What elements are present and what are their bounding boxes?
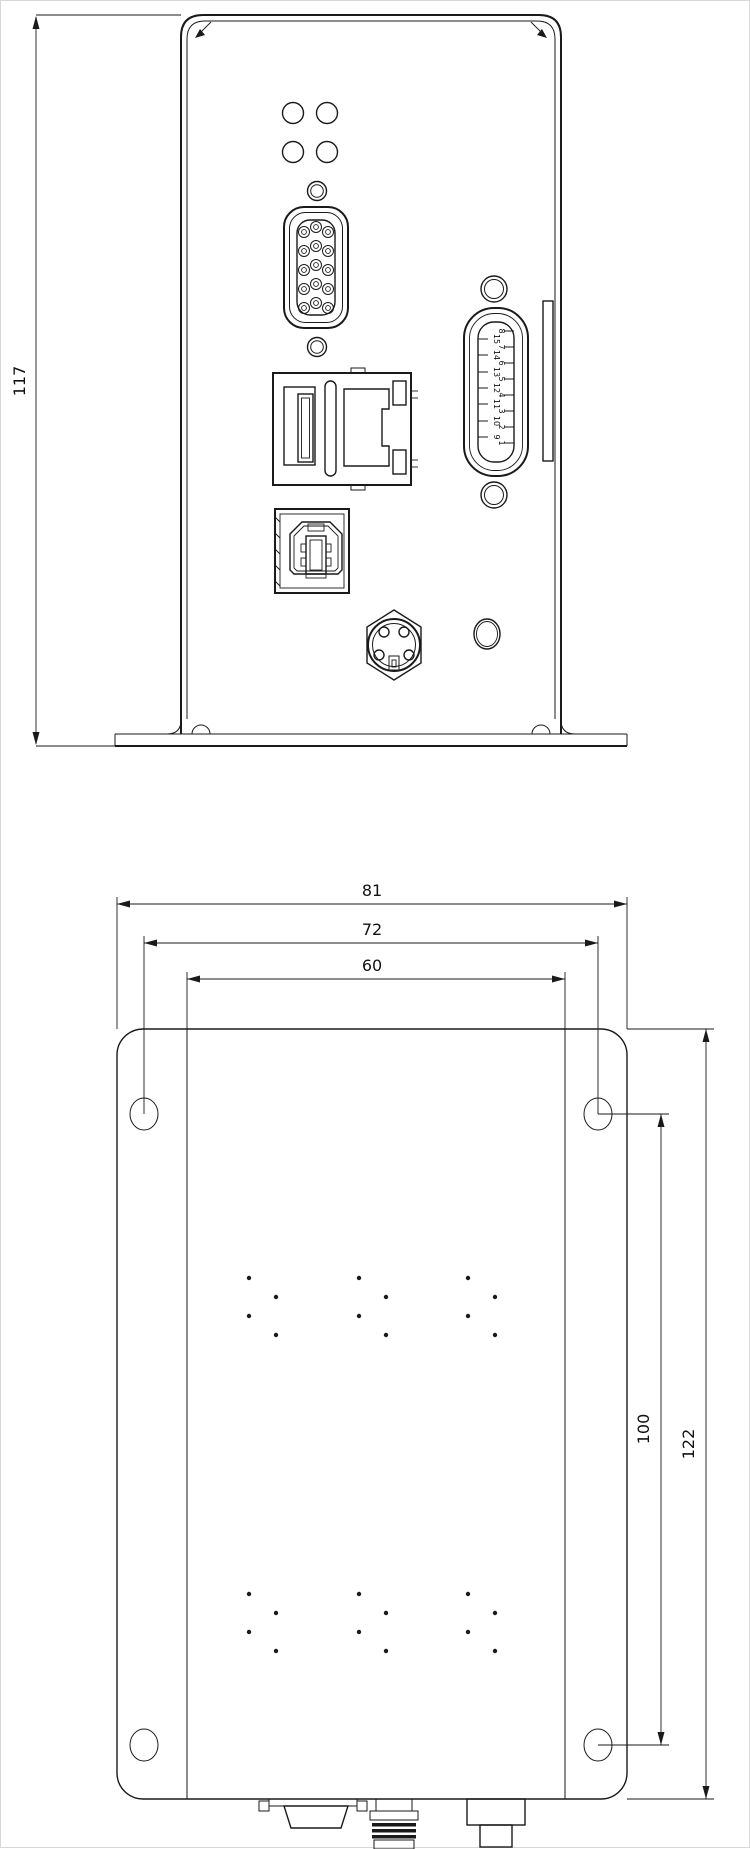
arrowhead-down — [703, 1786, 710, 1799]
power-connector-bottom-profile — [370, 1799, 418, 1849]
usb-b-connector — [275, 509, 349, 593]
usb-b-tongue — [301, 536, 331, 574]
arrowhead-right — [552, 976, 565, 983]
dim-overall-width — [117, 881, 627, 1029]
rj45-led-top — [393, 381, 406, 405]
screw-hole-top — [308, 182, 327, 201]
arrowhead-right — [614, 901, 627, 908]
vga-pins — [299, 222, 334, 314]
dim-label-81: 81 — [361, 881, 383, 900]
arrowhead-left — [117, 901, 130, 908]
pin-label: 15 — [492, 333, 501, 345]
front-panel-outline — [181, 15, 561, 734]
arrowhead-left — [144, 940, 157, 947]
pin-label: 9 — [492, 434, 501, 440]
dim-label-100: 100 — [634, 1413, 653, 1445]
dim-hole-spacing-h — [144, 920, 598, 1114]
pin-label: 10 — [492, 415, 501, 427]
usb-a-port — [284, 387, 315, 465]
pin-label: 11 — [492, 398, 501, 410]
mounting-hole-bottom-left — [130, 1729, 158, 1761]
led-holes — [283, 103, 338, 163]
dim-label-117: 117 — [10, 365, 29, 397]
pin-label: 6 — [497, 360, 506, 366]
vent-holes-upper — [247, 1276, 497, 1337]
dsub-connector-bottom-profile — [467, 1799, 525, 1847]
mounting-holes — [130, 1098, 612, 1761]
pin-label: 3 — [497, 408, 506, 414]
front-view — [10, 15, 627, 746]
arrowhead-left — [187, 976, 200, 983]
dim-hole-spacing-v — [598, 1114, 669, 1745]
dsub-screw-hole-top — [481, 276, 507, 302]
pin-label: 7 — [497, 344, 506, 350]
screw-hole-middle — [308, 338, 327, 357]
arrowhead-right — [585, 940, 598, 947]
rj45-port — [344, 381, 418, 474]
rj45-led-bottom — [393, 450, 406, 474]
foot-slot-right — [532, 725, 550, 734]
dim-label-72: 72 — [361, 920, 383, 939]
dim-label-60: 60 — [361, 956, 383, 975]
pin-label: 8 — [497, 328, 506, 334]
pin-label: 1 — [497, 440, 506, 446]
mounting-plate-outline — [117, 1029, 627, 1799]
din-key-slot — [389, 656, 399, 670]
foot-slot-left — [192, 725, 210, 734]
dim-body-width — [187, 956, 565, 1029]
pin-label: 5 — [497, 376, 506, 382]
dsub15-connector — [464, 276, 528, 508]
pin-label: 4 — [497, 392, 506, 398]
mounting-feet — [115, 720, 627, 746]
power-din-connector — [367, 610, 421, 680]
vga-connector-bottom-profile — [259, 1799, 367, 1828]
arrowhead-up — [703, 1029, 710, 1042]
panel-edge-tab — [543, 301, 553, 461]
pin-label: 2 — [497, 424, 506, 430]
oval-hole — [474, 619, 500, 649]
ethernet-usb-combo-jack — [273, 368, 418, 490]
bottom-edge-connectors — [259, 1799, 525, 1849]
dim-label-122: 122 — [679, 1428, 698, 1460]
bottom-view — [117, 881, 714, 1849]
arrowhead-down — [658, 1732, 665, 1745]
arrowhead-down — [33, 732, 40, 745]
arrowhead-up — [658, 1114, 665, 1127]
arrowhead-up — [33, 16, 40, 29]
bend-relief-right-icon — [531, 22, 547, 38]
dsub-screw-hole-bottom — [481, 482, 507, 508]
bend-relief-left-icon — [195, 22, 211, 38]
dim-front-height — [10, 15, 181, 746]
vent-holes-lower — [247, 1592, 497, 1653]
vga-connector — [284, 207, 348, 328]
jack-divider-slot — [325, 381, 336, 476]
drawing-canvas — [1, 1, 750, 1849]
pin-label: 12 — [492, 382, 501, 394]
pin-label: 14 — [492, 349, 501, 361]
pin-label: 13 — [492, 366, 501, 378]
